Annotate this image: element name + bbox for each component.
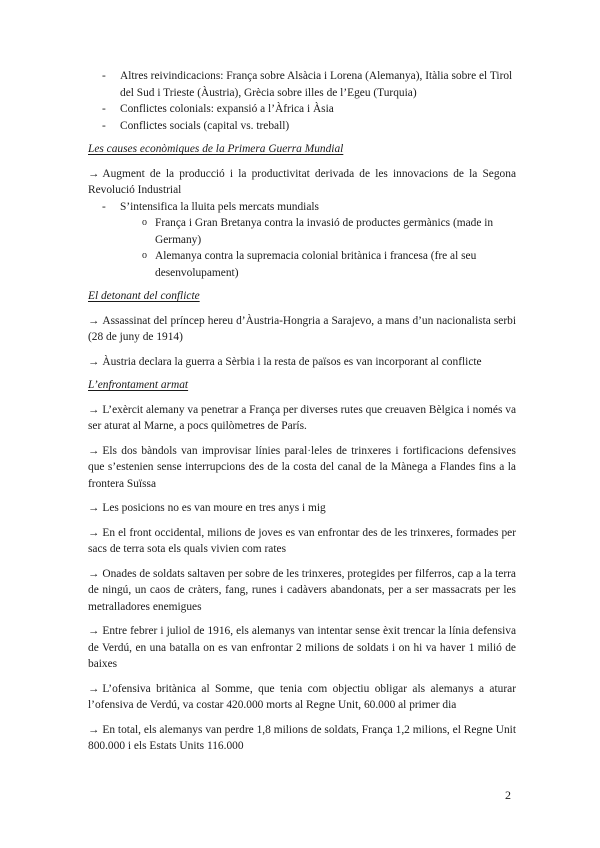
paragraph-text: Assassinat del príncep hereu d’Àustria-Hongria a Sarajevo, a mans d’un nacionalista serbi (28 de juny de 1914) [88,314,516,343]
paragraph-text: Entre febrer i juliol de 1916, els alemanys van intentar sense èxit trencar la línia defensiva de Verdú, en una batalla on es van enfrontar 2 milions de soldats i on hi va haver 1 milió de baixes [88,625,516,670]
list-item: - S’intensifica la lluita pels mercats mundials [88,199,516,216]
arrow-icon: → [88,403,100,416]
sub-list-item: o França i Gran Bretanya contra la invasió de productes germànics (made in Germany) [88,215,516,248]
paragraph [88,166,516,199]
paragraph-text: Onades de soldats saltaven per sobre de les trinxeres, protegides per filferros, cap a la terra de ningú, un caos de cràters, fang, runes i cadàvers abandonats, per a ser massacrats per les metralladores enemigues [88,567,516,613]
paragraph-text: En total, els alemanys van perdre 1,8 milions de soldats, França 1,2 milions, el Regne Unit 800.000 i els Estats Units 116.000 [88,723,516,752]
arrow-icon: → [88,526,100,539]
list-item: - Altres reivindicacions: França sobre Alsàcia i Lorena (Alemanya), Itàlia sobre el Tirol del Sud i Trieste (Àustria), Grècia sobre illes de l’Egeu (Turquia) [88,68,516,101]
paragraph [88,500,516,517]
arrow-icon: → [88,355,100,368]
paragraph [88,313,516,346]
arrow-icon: → [88,625,100,637]
paragraph-text: L’exèrcit alemany va penetrar a França per diverses rutes que creuaven Bèlgica i només va ser aturat al Marne, a pocs quilòmetres de París. [88,403,516,432]
intro-dash-list [88,68,516,134]
arrow-icon: → [88,444,100,457]
paragraph [88,566,516,616]
economic-sub-list [88,215,516,281]
page-number: 2 [505,788,511,802]
sub-list-item: o Alemanya contra la supremacia colonial britànica i francesa (fre al seu desenvolupament) [88,248,516,281]
arrow-icon: → [88,682,100,695]
arrow-icon: → [88,567,100,580]
paragraph [88,354,516,371]
paragraph [88,443,516,493]
paragraph-text: Els dos bàndols van improvisar línies paral·leles de trinxeres i fortificacions defensives que s’estenien sense interrupcions des de la costa del canal de la Mànega a Flandes fins a la frontera Suïssa [88,444,516,490]
paragraph-text: En el front occidental, milions de joves es van enfrontar des de les trinxeres, formades per sacs de terra sota els quals vivien com rates [88,526,516,555]
page-content [88,68,516,755]
arrow-icon: → [88,167,100,180]
paragraph [88,623,516,673]
arrow-icon: → [88,502,100,514]
paragraph [88,402,516,435]
arrow-icon: → [88,314,100,327]
section-heading-trigger: El detonant del conflicte [88,290,200,302]
economic-dash-list [88,199,516,216]
section-heading-economic: Les causes econòmiques de la Primera Guerra Mundial [88,143,344,155]
arrow-icon: → [88,723,100,736]
section-heading-armed: L’enfrontament armat [88,379,189,391]
list-item: - Conflictes colonials: expansió a l’Àfrica i Àsia [88,101,516,118]
paragraph [88,525,516,558]
paragraph-text: L’ofensiva britànica al Somme, que tenia com objectiu obligar als alemanys a aturar l’ofensiva de Verdú, va costar 420.000 morts al Regne Unit, 60.000 al primer dia [88,682,516,711]
paragraph-text: Àustria declara la guerra a Sèrbia i la resta de països es van incorporant al conflicte [102,355,482,368]
paragraph [88,681,516,714]
paragraph-text: Les posicions no es van moure en tres anys i mig [102,502,326,514]
list-item: - Conflictes socials (capital vs. treball) [88,118,516,135]
paragraph [88,722,516,755]
paragraph-text: Augment de la producció i la productivitat derivada de les innovacions de la Segona Revolució Industrial [88,167,516,196]
